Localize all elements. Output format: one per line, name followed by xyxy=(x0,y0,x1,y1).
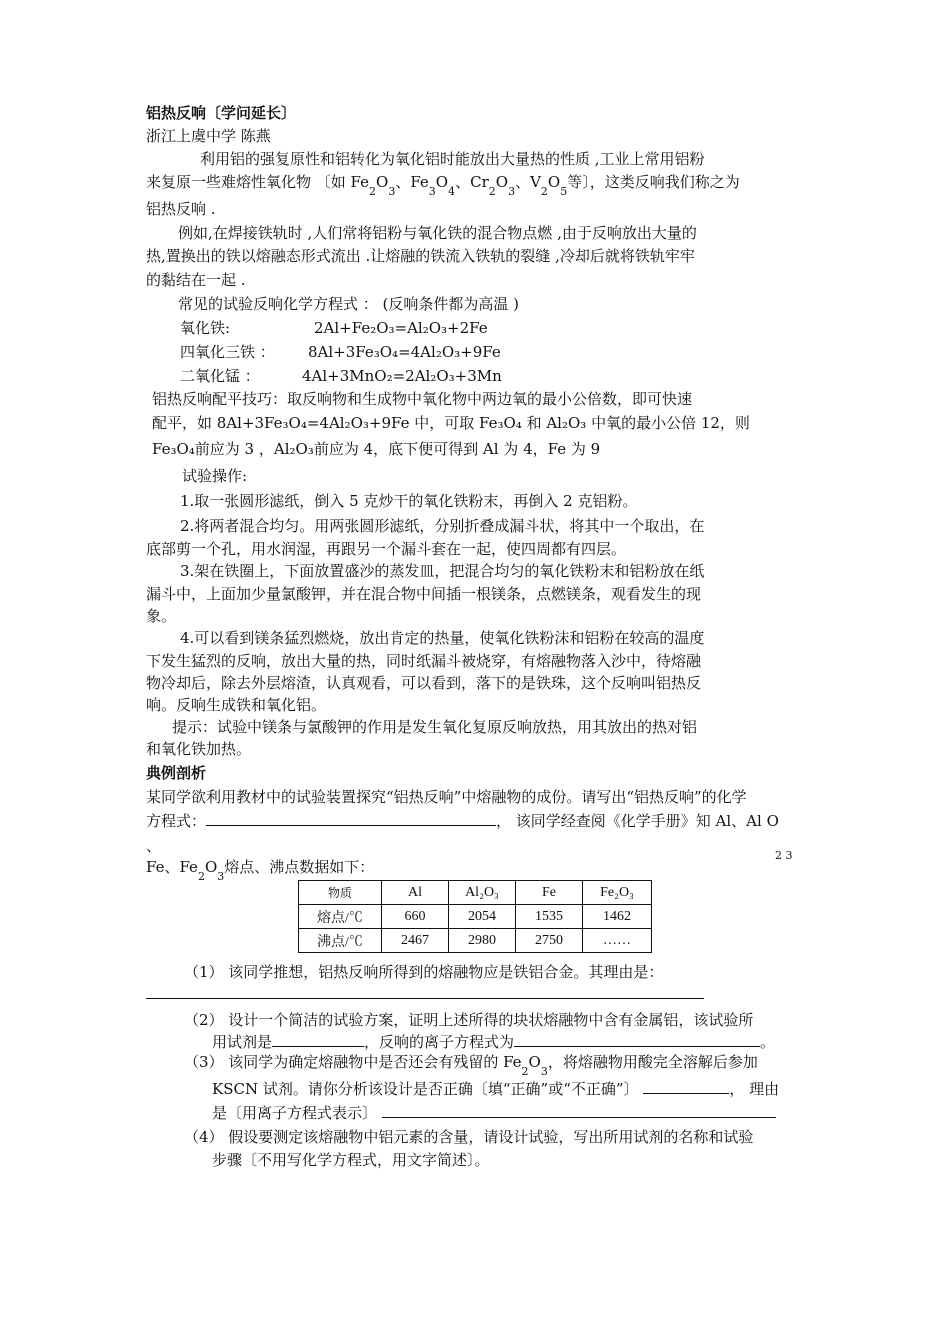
table-header: Al xyxy=(382,881,449,905)
intro-line-2: 来复原一些难熔性氧化物 〔如 $Fe_2O_3$、$Fe_3O_4$、$Cr_2O_3$、$V_2O_5$等〕，这类反响我们称之为 xyxy=(146,173,740,198)
fe3o4-equation: 8Al+3Fe₃O₄=4Al₂O₃+9Fe xyxy=(308,343,501,361)
mno2-equation: 4Al+3MnO₂=2Al₂O₃+3Mn xyxy=(302,367,502,385)
step-1: 1.取一张圆形滤纸，倒入 5 克炒干的氧化铁粉末，再倒入 2 克铝粉。 xyxy=(180,492,638,510)
table-header: Fe₂O₃ xyxy=(583,881,652,905)
correctness-answer-blank[interactable] xyxy=(643,1079,729,1094)
table-row xyxy=(299,905,652,929)
table-row-label: 熔点/℃ xyxy=(299,905,382,929)
step-4-line-3: 物冷却后，除去外层熔渣，认真观看，可以看到，落下的是铁珠，这个反响叫铝热反 xyxy=(146,674,702,692)
balancing-line-2: 配平，如 8Al+3Fe₃O₄=4Al₂O₃+9Fe 中，可取 Fe₃O₄ 和 Al₂O₃ 中氧的最小公倍 12，则 xyxy=(152,414,750,432)
question-intro-line-3: 、 xyxy=(146,837,162,855)
table-row xyxy=(299,929,652,953)
table-header-row xyxy=(299,881,652,905)
equation-answer-blank[interactable] xyxy=(206,811,496,826)
question-2-line-1: （2） 设计一个简洁的试验方案，证明上述所得的块状熔融物中含有金属铝，该试验所 xyxy=(184,1011,754,1029)
table-cell: 2467 xyxy=(382,929,449,953)
table-cell: 2054 xyxy=(449,905,516,929)
balancing-line-3: Fe₃O₄前应为 3 ，Al₂O₃前应为 4，底下便可得到 Al 为 4，Fe 为 9 xyxy=(152,440,601,458)
intro-line-3: 铝热反响 . xyxy=(146,200,216,218)
question-3-line-2: KSCN 试剂。请你分析该设计是否正确〔填“正确”或“不正确”〕 ， 理由 xyxy=(212,1080,780,1098)
example-line-2: 热,置换出的铁以熔融态形式流出 .让熔融的铁流入铁轨的裂缝 ,冷却后就将铁轨牢牢 xyxy=(146,247,695,265)
author-line: 浙江上虞中学 陈燕 xyxy=(146,127,271,145)
question-intro-line-4: Fe、$Fe_2O_3$熔点、沸点数据如下： xyxy=(146,858,375,883)
table-header: Al₂O₃ xyxy=(449,881,516,905)
intro-line-1: 利用铝的强复原性和铝转化为氧化铝时能放出大量热的性质 ,工业上常用铝粉 xyxy=(200,150,705,168)
procedure-heading: 试验操作: xyxy=(182,467,248,485)
alumina-subscripts: 2 3 xyxy=(775,849,793,862)
step-4-line-2: 下发生猛烈的反响，放出大量的热，同时纸漏斗被烧穿，有熔融物落入沙中，待熔融 xyxy=(146,652,702,670)
table-cell: 660 xyxy=(382,905,449,929)
step-4-line-4: 响。反响生成铁和氧化铝。 xyxy=(146,696,327,714)
mno2-label: 二氧化锰 ： xyxy=(180,367,260,385)
question-3-line-1: （3） 该同学为确定熔融物中是否还会有残留的 $Fe_2O_3$，将熔融物用酸完全溶解后参加 xyxy=(184,1053,758,1078)
table-cell: 1462 xyxy=(583,905,652,929)
question-2-line-2: 用试剂是 ，反响的离子方程式为 。 xyxy=(212,1033,776,1051)
step-2-line-1: 2.将两者混合均匀。用两张圆形滤纸，分别折叠成漏斗状，将其中一个取出，在 xyxy=(180,517,705,535)
step-3-line-1: 3.架在铁圈上，下面放置盛沙的蒸发皿，把混合均匀的氧化铁粉末和铝粉放在纸 xyxy=(180,562,705,580)
step-4-line-1: 4.可以看到镁条猛烈燃烧，放出肯定的热量，使氧化铁粉沫和铝粉在较高的温度 xyxy=(180,629,705,647)
table-header: 物质 xyxy=(299,881,382,905)
step-2-line-2: 底部剪一个孔，用水润湿，再跟另一个漏斗套在一起，使四周都有四层。 xyxy=(146,540,627,558)
example-line-1: 例如,在焊接铁轨时 ,人们常将铝粉与氧化铁的混合物点燃 ,由于反响放出大量的 xyxy=(178,224,697,242)
equations-intro: 常见的试验反响化学方程式 ： (反响条件都为高温 ) xyxy=(178,295,520,313)
analysis-heading: 典例剖析 xyxy=(146,764,207,782)
reagent-answer-blank[interactable] xyxy=(272,1032,364,1047)
doc-title: 铝热反响〔学问延长〕 xyxy=(146,104,297,122)
table-cell: …… xyxy=(583,929,652,953)
question-intro-line-2: 方程式： ， 该同学经查阅《化学手册》知 Al、Al O xyxy=(146,812,779,830)
question-4-line-1: （4） 假设要测定该熔融物中铝元素的含量，请设计试验，写出所用试剂的名称和试验 xyxy=(184,1128,754,1146)
fe2o3-equation: 2Al+Fe₂O₃=Al₂O₃+2Fe xyxy=(314,319,488,337)
question-3-line-3: 是〔用离子方程式表示〕 xyxy=(212,1103,776,1123)
question-intro-line-1: 某同学欲利用教材中的试验装置探究“铝热反响”中熔融物的成份。请写出“铝热反响”的化学 xyxy=(146,788,747,806)
answer-line-1[interactable] xyxy=(146,998,704,999)
table-row-label: 沸点/℃ xyxy=(299,929,382,953)
step-3-line-2: 漏斗中，上面加少量氯酸钾，并在混合物中间插一根镁条，点燃镁条，观看发生的现 xyxy=(146,585,702,603)
table-header: Fe xyxy=(516,881,583,905)
ionic-equation-blank[interactable] xyxy=(514,1032,760,1047)
tip-line-1: 提示：试验中镁条与氯酸钾的作用是发生氧化复原反响放热，用其放出的热对铝 xyxy=(172,718,698,736)
fe3o4-label: 四氧化三铁 ： xyxy=(180,343,275,361)
properties-table xyxy=(298,880,652,953)
step-3-line-3: 象。 xyxy=(146,607,177,625)
reason-answer-blank[interactable] xyxy=(382,1103,776,1118)
balancing-line-1: 铝热反响配平技巧：取反响物和生成物中氧化物中两边氧的最小公倍数，即可快速 xyxy=(152,390,693,408)
table-cell: 2980 xyxy=(449,929,516,953)
question-1: （1） 该同学推想，铝热反响所得到的熔融物应是铁铝合金。其理由是： xyxy=(184,963,664,981)
tip-line-2: 和氧化铁加热。 xyxy=(146,740,252,758)
table-cell: 1535 xyxy=(516,905,583,929)
table-cell: 2750 xyxy=(516,929,583,953)
example-line-3: 的黏结在一起 . xyxy=(146,271,246,289)
question-4-line-2: 步骤〔不用写化学方程式，用文字简述〕。 xyxy=(212,1151,490,1169)
fe2o3-label: 氧化铁: xyxy=(180,319,231,337)
